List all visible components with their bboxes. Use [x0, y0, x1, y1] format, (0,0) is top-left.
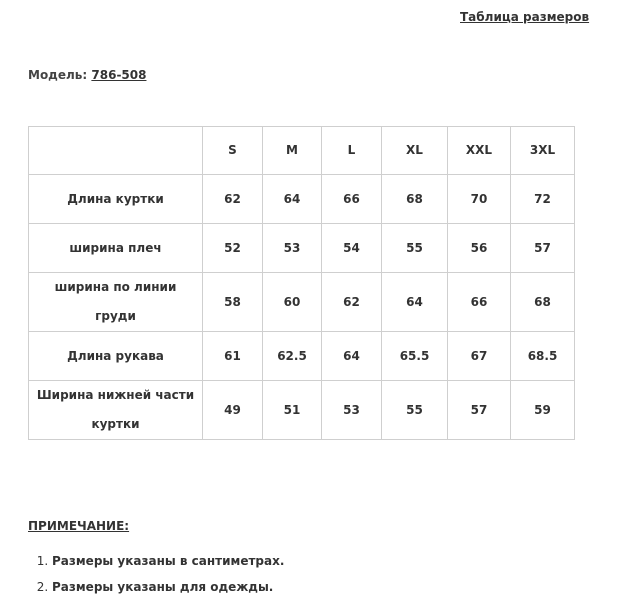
table-corner-cell	[29, 127, 203, 175]
note-title: ПРИМЕЧАНИЕ:	[28, 519, 130, 533]
notes-list	[28, 548, 284, 598]
note-text: Размеры указаны для одежды.	[52, 580, 274, 594]
table-cell: 52	[203, 224, 263, 273]
column-header: M	[263, 127, 322, 175]
table-cell: 66	[322, 175, 382, 224]
table-cell: 72	[511, 175, 575, 224]
table-row	[29, 175, 575, 224]
table-cell: 53	[322, 381, 382, 440]
table-cell: 64	[322, 332, 382, 381]
column-header: XXL	[448, 127, 511, 175]
table-cell: 61	[203, 332, 263, 381]
column-header: L	[322, 127, 382, 175]
list-item	[52, 574, 284, 598]
table-cell: 66	[448, 273, 511, 332]
table-cell: 67	[448, 332, 511, 381]
table-cell: 55	[382, 224, 448, 273]
table-cell: 62.5	[263, 332, 322, 381]
column-header: XL	[382, 127, 448, 175]
table-cell: 68	[382, 175, 448, 224]
model-number-link[interactable]: 786-508	[91, 68, 147, 82]
row-label: Ширина нижней части куртки	[29, 381, 203, 440]
table-cell: 65.5	[382, 332, 448, 381]
row-label: Длина рукава	[29, 332, 203, 381]
model-label: Модель:	[28, 68, 88, 82]
table-cell: 59	[511, 381, 575, 440]
size-table	[28, 126, 575, 440]
table-row	[29, 273, 575, 332]
list-item	[52, 548, 284, 574]
row-label: Длина куртки	[29, 175, 203, 224]
table-cell: 54	[322, 224, 382, 273]
table-cell: 62	[203, 175, 263, 224]
table-row	[29, 381, 575, 440]
table-header-row	[29, 127, 575, 175]
table-cell: 60	[263, 273, 322, 332]
table-cell: 64	[263, 175, 322, 224]
row-label: ширина плеч	[29, 224, 203, 273]
table-cell: 68	[511, 273, 575, 332]
table-cell: 57	[448, 381, 511, 440]
table-cell: 70	[448, 175, 511, 224]
column-header: 3XL	[511, 127, 575, 175]
table-cell: 51	[263, 381, 322, 440]
model-line	[28, 68, 146, 82]
table-cell: 55	[382, 381, 448, 440]
table-cell: 68.5	[511, 332, 575, 381]
table-row	[29, 224, 575, 273]
table-cell: 49	[203, 381, 263, 440]
table-cell: 58	[203, 273, 263, 332]
table-cell: 56	[448, 224, 511, 273]
note-text: Размеры указаны в сантиметрах.	[52, 554, 285, 568]
column-header: S	[203, 127, 263, 175]
table-cell: 62	[322, 273, 382, 332]
table-cell: 53	[263, 224, 322, 273]
table-row	[29, 332, 575, 381]
table-cell: 57	[511, 224, 575, 273]
row-label: ширина по линии груди	[29, 273, 203, 332]
table-cell: 64	[382, 273, 448, 332]
size-table-link[interactable]: Таблица размеров	[460, 10, 590, 24]
